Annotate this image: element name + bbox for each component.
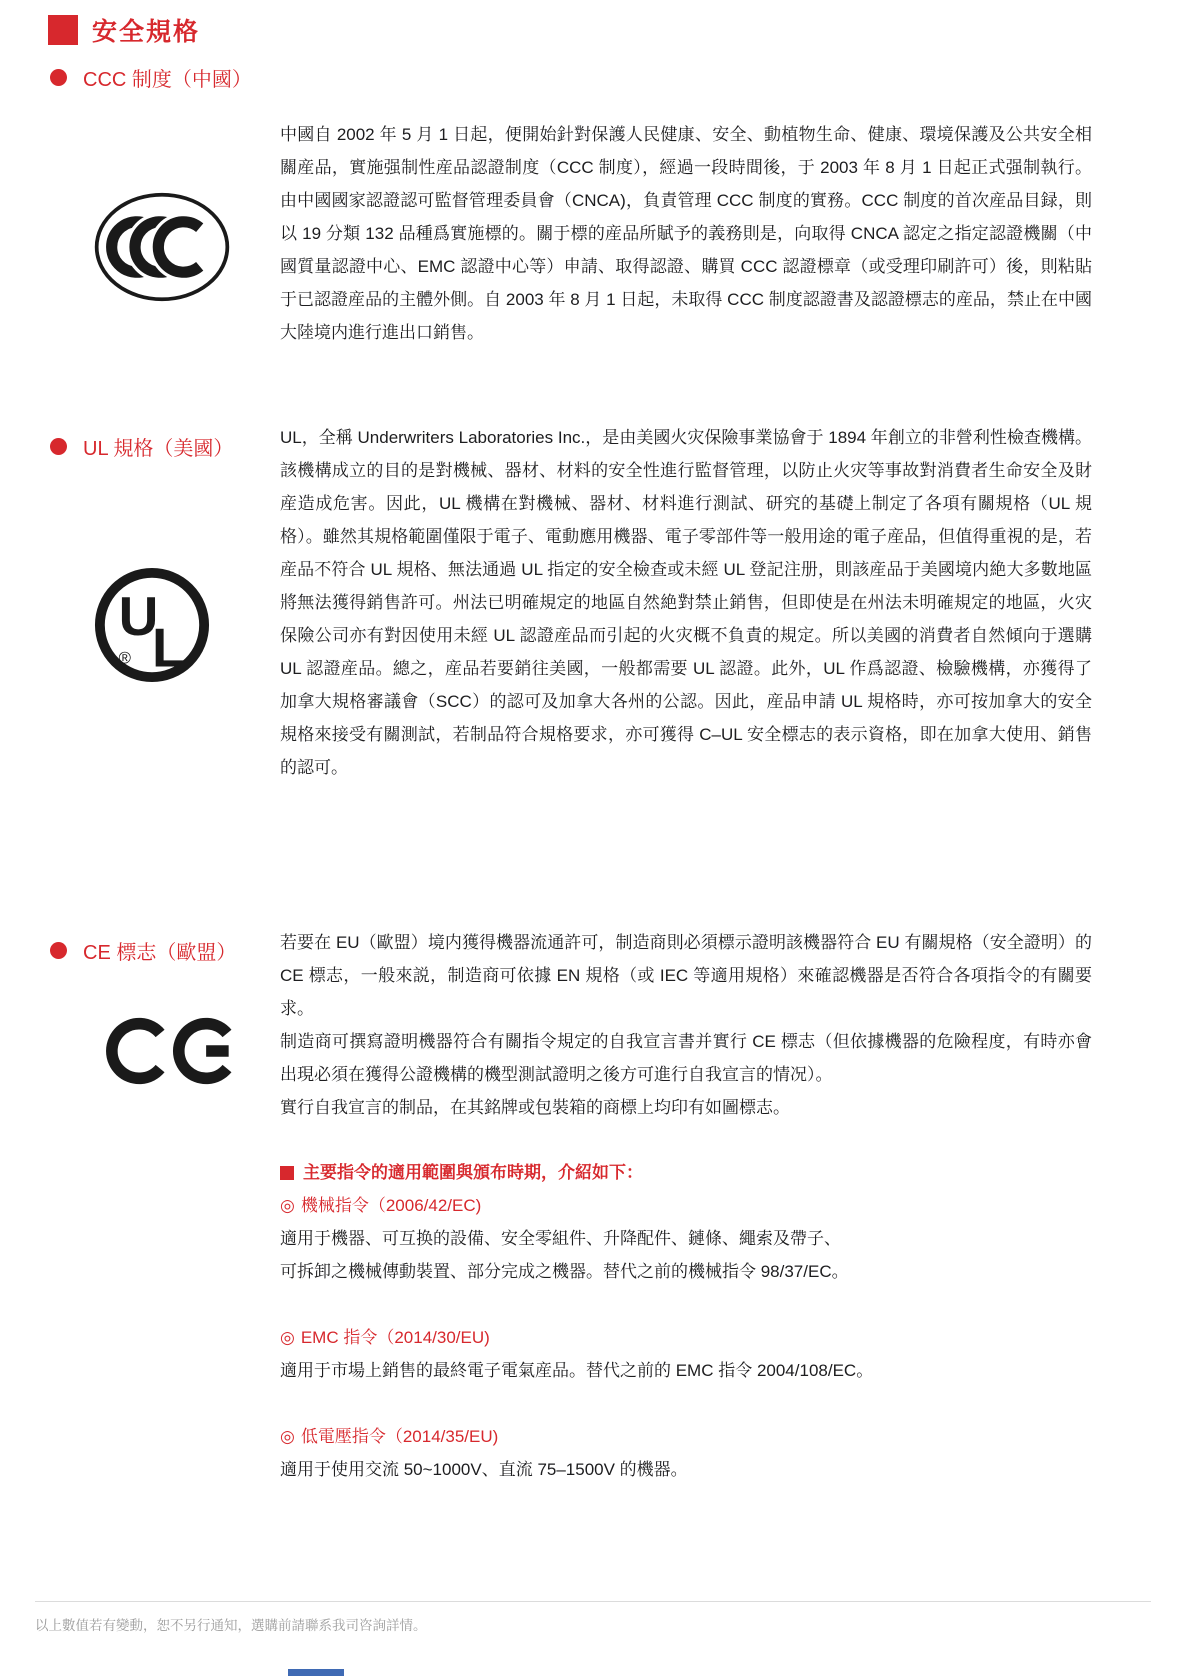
directive-desc-line: 適用于市場上銷售的最終電子電氣産品。替代之前的 EMC 指令 2004/108/EC。 (280, 1361, 874, 1380)
svg-text:®: ® (118, 648, 131, 668)
section-heading-ul-label: UL 規格（美國） (83, 438, 234, 460)
double-circle-icon: ◎ (280, 1196, 295, 1215)
page-title: 安全規格 (92, 18, 201, 46)
page-header (48, 12, 200, 48)
directive-name: 低電壓指令（2014/35/EU) (300, 1427, 499, 1446)
directive-name: EMC 指令（2014/30/EU) (300, 1328, 490, 1347)
directive-desc-line: 可拆卸之機械傳動裝置、部分完成之機器。替代之前的機械指令 98/37/EC。 (280, 1262, 849, 1281)
section-heading-ul (50, 432, 233, 461)
ce-paragraph: 制造商可撰寫證明機器符合有關指令規定的自我宣言書并實行 CE 標志（但依據機器的危險程度，有時亦會出現必須在獲得公證機構的機型測試證明之後方可進行自我宣言的情况）。 (280, 1032, 1092, 1084)
svg-text:L: L (152, 616, 186, 679)
directive-desc-line: 適用于使用交流 50~1000V、直流 75–1500V 的機器。 (280, 1460, 688, 1479)
double-circle-icon: ◎ (280, 1427, 295, 1446)
footer-divider (35, 1601, 1151, 1602)
directive-item-emc (280, 1321, 1092, 1387)
ce-paragraph: 實行自我宣言的制品，在其銘牌或包裝箱的商標上均印有如圖標志。 (280, 1098, 790, 1117)
svg-text:U: U (118, 584, 159, 647)
directives-title: 主要指令的適用範圍與頒布時期，介紹如下： (303, 1163, 643, 1182)
ce-description (280, 926, 1092, 1124)
ul-description: UL，全稱 Underwriters Laboratories Inc.，是由美國火灾保險事業協會于 1894 年創立的非營利性檢查機構。該機構成立的目的是對機械、器材、材料的安全性進行監督管理，以防止火灾等事故對消費者生命安全及財産造成危害。因此，UL 機構在對機械、器材、材料進行測試、研究的基礎上制定了各項有關規格（UL 規格）。雖然其規格範圍僅限于電子、電動應用機器、電子零部件等一般用途的電子産品，但值得重視的是，若産品不符合 UL 規格、無法通過 UL 指定的安全檢查或未經 UL 登記注册，則該産品于美國境内絶大多數地區將無法獲得銷售許可。州法已明確規定的地區自然絶對禁止銷售，但即使是在州法未明確規定的地區，火灾保險公司亦有對因使用未經 UL 認證産品而引起的火灾概不負責的規定。所以美國的消費者自然傾向于選購 UL 認證産品。總之，産品若要銷往美國，一般都需要 UL 認證。此外，UL 作爲認證、檢驗機構，亦獲得了加拿大規格審議會（SCC）的認可及加拿大各州的公認。因此，産品申請 UL 規格時，亦可按加拿大的安全規格來接受有關測試，若制品符合規格要求，亦可獲得 C–UL 安全標志的表示資格，即在加拿大使用、銷售的認可。 (280, 428, 1092, 777)
red-square-small-icon (280, 1166, 294, 1180)
directive-item-low-voltage (280, 1420, 1092, 1486)
section-heading-ce-label: CE 標志（歐盟） (83, 942, 237, 964)
directive-item-machinery (280, 1189, 1092, 1288)
ce-mark-icon (103, 1008, 243, 1099)
red-dot-icon (50, 438, 67, 455)
red-dot-icon (50, 69, 67, 86)
directive-name: 機械指令（2006/42/EC) (300, 1196, 482, 1215)
red-square-icon (48, 15, 78, 45)
ccc-description: 中國自 2002 年 5 月 1 日起，便開始針對保護人民健康、安全、動植物生命、健康、環境保護及公共安全相關産品，實施强制性産品認證制度（CCC 制度），經過一段時間後，于 2003 年 8 月 1 日起正式强制執行。由中國國家認證認可監督管理委員會（CNCA)，負責管理 CCC 制度的實務。CCC 制度的首次産品目録，則以 19 分類 132 品種爲實施標的。關于標的産品所賦予的義務則是，向取得 CNCA 認定之指定認證機關（中國質量認證中心、EMC 認證中心等）申請、取得認證、購買 CCC 認證標章（或受理印刷許可）後，則粘貼于已認證産品的主體外側。自 2003 年 8 月 1 日起，未取得 CCC 制度認證書及認證標志的産品，禁止在中國大陸境内進行進出口銷售。 (280, 125, 1092, 342)
directives-list (280, 1156, 1092, 1486)
ce-paragraph: 若要在 EU（歐盟）境内獲得機器流通許可，制造商則必須標示證明該機器符合 EU 有關規格（安全證明）的 CE 標志，一般來説，制造商可依據 EN 規格（或 IEC 等適用規格）來確認機器是否符合各項指令的有關要求。 (280, 933, 1092, 1018)
bottom-blue-bar (288, 1669, 344, 1676)
section-heading-ce (50, 936, 236, 965)
ccc-mark-icon (92, 190, 232, 309)
double-circle-icon: ◎ (280, 1328, 295, 1347)
ul-mark-icon (93, 566, 211, 689)
directive-desc-line: 適用于機器、可互换的設備、安全零組件、升降配件、鏈條、繩索及帶子、 (280, 1229, 841, 1248)
section-heading-ccc (50, 63, 252, 92)
red-dot-icon (50, 942, 67, 959)
directives-title-row (280, 1156, 1092, 1189)
section-heading-ccc-label: CCC 制度（中國） (83, 69, 252, 91)
footer-note: 以上數值若有變動，恕不另行通知，選購前請聯系我司咨詢詳情。 (35, 1618, 427, 1633)
